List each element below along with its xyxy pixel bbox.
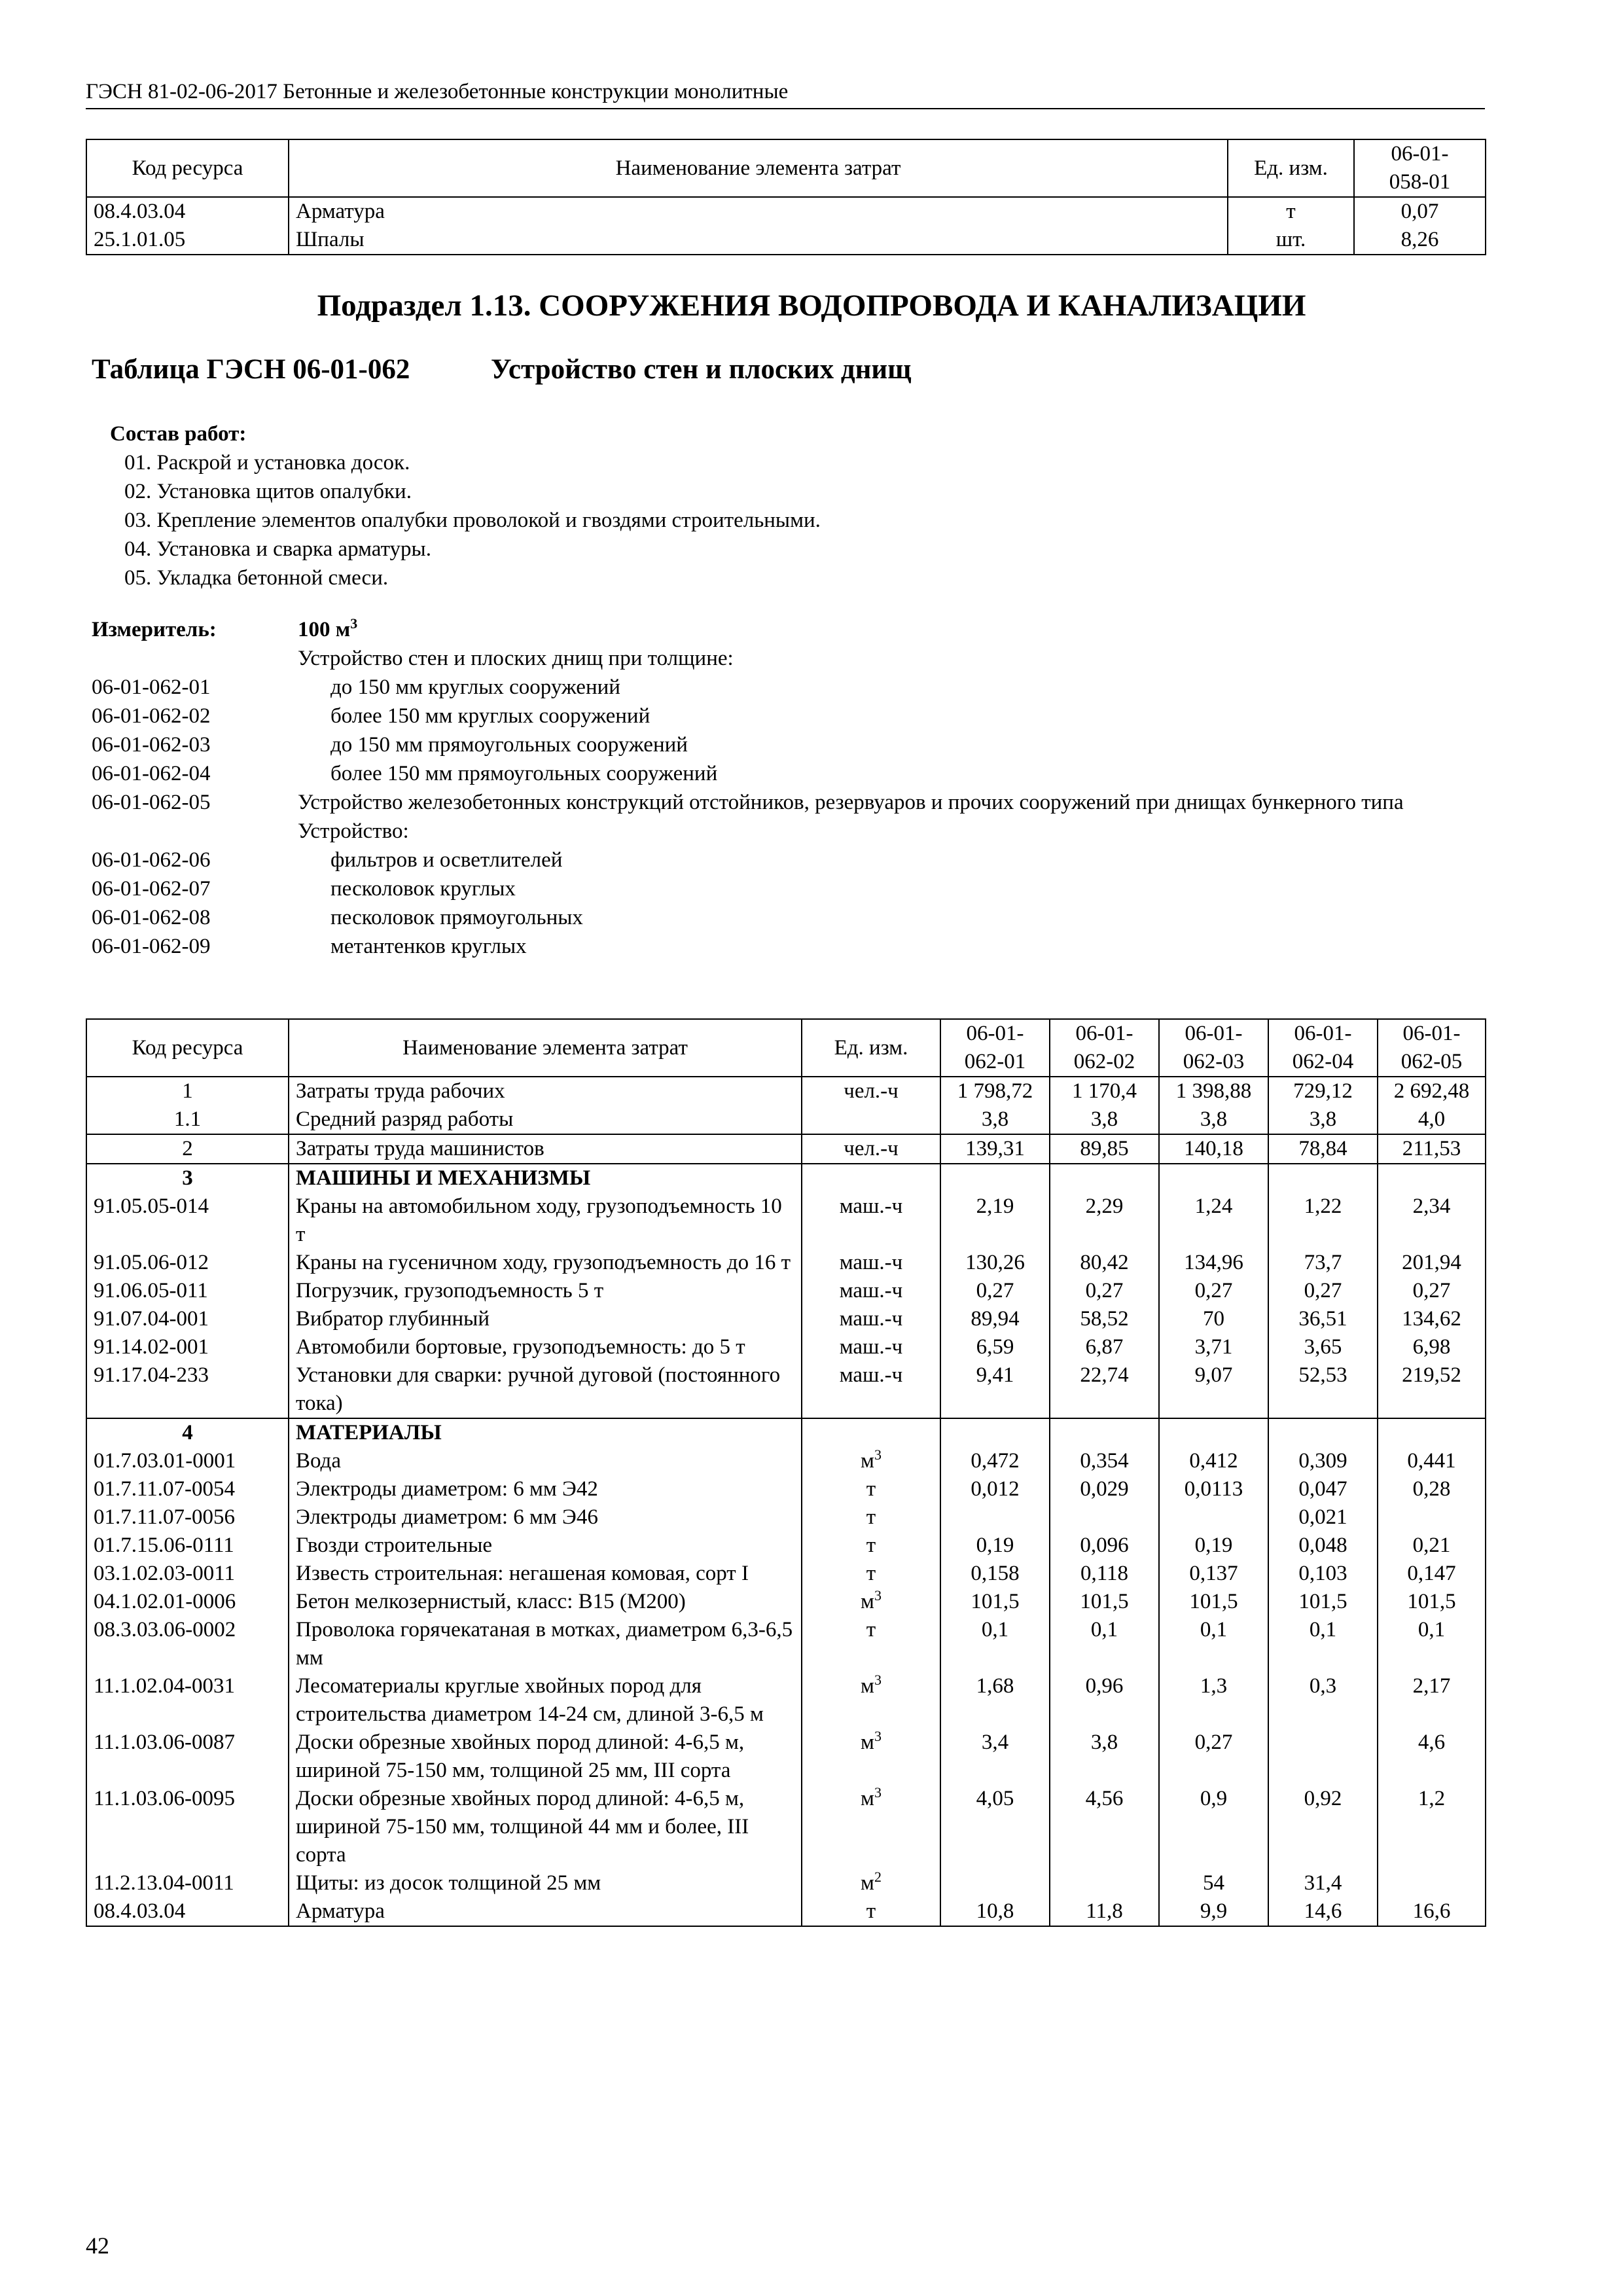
table-cell: чел.-ч (802, 1134, 940, 1164)
column-header: 06-01- 058-01 (1354, 139, 1486, 197)
table-cell: 10,8 (940, 1897, 1050, 1926)
table-cell (1050, 1164, 1159, 1193)
table-cell: 1,22 (1268, 1193, 1378, 1249)
table-cell: 3,8 (1159, 1105, 1268, 1134)
table-row (86, 1305, 1486, 1333)
table-cell: 11.1.02.04-0031 (86, 1672, 289, 1729)
table-cell: 134,62 (1378, 1305, 1486, 1333)
table-cell: 0,07 (1354, 197, 1486, 226)
table-cell: 0,27 (1268, 1277, 1378, 1305)
table-cell: чел.-ч (802, 1077, 940, 1105)
table-cell: Средний разряд работы (289, 1105, 802, 1134)
table-cell (1050, 1869, 1159, 1897)
table-cell: маш.-ч (802, 1333, 940, 1361)
table-row (86, 1503, 1486, 1532)
meter-text: Устройство: (298, 819, 409, 843)
table-cell: 6,98 (1378, 1333, 1486, 1361)
table-cell: 0,27 (1378, 1277, 1486, 1305)
table-cell: $м^3$ (802, 1672, 940, 1729)
table-cell: 9,9 (1159, 1897, 1268, 1926)
table-cell: 6,87 (1050, 1333, 1159, 1361)
table-cell: 73,7 (1268, 1249, 1378, 1277)
table-cell: 0,412 (1159, 1447, 1268, 1475)
table-cell: 4,0 (1378, 1105, 1486, 1134)
table-row (86, 1333, 1486, 1361)
table-cell: Автомобили бортовые, грузоподъемность: до 5 т (289, 1333, 802, 1361)
table-cell: 91.07.04-001 (86, 1305, 289, 1333)
table-cell (1159, 1164, 1268, 1193)
table-name: Устройство стен и плоских днищ (491, 354, 912, 385)
table-cell: Проволока горячекатаная в мотках, диаметром 6,3-6,5 мм (289, 1616, 802, 1672)
table-cell: 2 692,48 (1378, 1077, 1486, 1105)
column-header: Код ресурса (86, 139, 289, 197)
meter-value: 100 $м^3$ (298, 615, 358, 641)
table-cell (802, 1164, 940, 1193)
page-number: 42 (86, 2233, 109, 2259)
table-cell: 3,8 (1050, 1729, 1159, 1785)
table-row (86, 1134, 1486, 1164)
meter-text: метантенков круглых (330, 935, 527, 958)
table-cell: 130,26 (940, 1249, 1050, 1277)
table-cell: 134,96 (1159, 1249, 1268, 1277)
table-cell: 08.4.03.04 (86, 1897, 289, 1926)
table-cell: 0,9 (1159, 1785, 1268, 1869)
table-cell: 31,4 (1268, 1869, 1378, 1897)
table-cell: 0,048 (1268, 1532, 1378, 1560)
table-cell: т (802, 1503, 940, 1532)
table-row (86, 1869, 1486, 1897)
table-cell: 0,27 (1159, 1277, 1268, 1305)
table-cell: Затраты труда машинистов (289, 1134, 802, 1164)
table-cell: 01.7.03.01-0001 (86, 1447, 289, 1475)
meter-code: 06-01-062-06 (92, 848, 211, 872)
table-row (86, 1672, 1486, 1729)
table-cell: 3,71 (1159, 1333, 1268, 1361)
meter-line (92, 644, 1466, 673)
table-row (86, 1616, 1486, 1672)
table-row (86, 1897, 1486, 1926)
table-cell: 4,05 (940, 1785, 1050, 1869)
table-cell: 101,5 (940, 1588, 1050, 1616)
table-row (86, 226, 1486, 255)
table-cell: Известь строительная: негашеная комовая, сорт I (289, 1560, 802, 1588)
column-header: 06-01- 062-01 (940, 1019, 1050, 1077)
column-header: Наименование элемента затрат (289, 139, 1228, 197)
table-row (86, 1785, 1486, 1869)
table-cell: 2,34 (1378, 1193, 1486, 1249)
table-cell: маш.-ч (802, 1305, 940, 1333)
table-row (86, 1277, 1486, 1305)
table-cell: т (1228, 197, 1354, 226)
work-item: 03. Крепление элементов опалубки проволокой и гвоздями строительными. (124, 509, 821, 532)
table-cell: 0,047 (1268, 1475, 1378, 1503)
column-header: Код ресурса (86, 1019, 289, 1077)
table-cell (940, 1164, 1050, 1193)
table-cell: 0,3 (1268, 1672, 1378, 1729)
table-cell (940, 1503, 1050, 1532)
table-cell: 0,1 (940, 1616, 1050, 1672)
table-cell: 0,118 (1050, 1560, 1159, 1588)
meter-code: 06-01-062-09 (92, 935, 211, 958)
meter-line (92, 817, 1466, 846)
table-cell: 0,19 (1159, 1532, 1268, 1560)
table-cell (1268, 1418, 1378, 1447)
table-cell: 91.06.05-011 (86, 1277, 289, 1305)
meter-line (92, 702, 1466, 730)
main-resource-table (86, 1018, 1486, 1927)
table-cell: Погрузчик, грузоподъемность 5 т (289, 1277, 802, 1305)
table-cell: т (802, 1532, 940, 1560)
table-cell: $м^3$ (802, 1729, 940, 1785)
table-cell (1159, 1503, 1268, 1532)
table-cell: 80,42 (1050, 1249, 1159, 1277)
table-cell: Краны на гусеничном ходу, грузоподъемность до 16 т (289, 1249, 802, 1277)
table-cell: Установки для сварки: ручной дуговой (постоянного тока) (289, 1361, 802, 1418)
table-cell: 54 (1159, 1869, 1268, 1897)
table-cell: 1.1 (86, 1105, 289, 1134)
meter-code: 06-01-062-07 (92, 877, 211, 901)
table-cell: 1,68 (940, 1672, 1050, 1729)
running-header: ГЭСН 81-02-06-2017 Бетонные и железобетонные конструкции монолитные (86, 80, 789, 103)
meter-text: песколовок прямоугольных (330, 906, 583, 929)
table-cell: 0,0113 (1159, 1475, 1268, 1503)
meter-line (92, 846, 1466, 874)
table-cell: 0,137 (1159, 1560, 1268, 1588)
section-title: Подраздел 1.13. СООРУЖЕНИЯ ВОДОПРОВОДА И КАНАЛИЗАЦИИ (317, 289, 1306, 323)
table-cell: 25.1.01.05 (86, 226, 289, 255)
table-cell: 01.7.11.07-0054 (86, 1475, 289, 1503)
table-cell: 2 (86, 1134, 289, 1164)
table-row (86, 1532, 1486, 1560)
meter-text: до 150 мм прямоугольных сооружений (330, 733, 688, 757)
table-cell: 0,029 (1050, 1475, 1159, 1503)
table-cell: 0,354 (1050, 1447, 1159, 1475)
table-cell: шт. (1228, 226, 1354, 255)
table-cell: 11.2.13.04-0011 (86, 1869, 289, 1897)
table-cell: 01.7.11.07-0056 (86, 1503, 289, 1532)
meter-line (92, 673, 1466, 702)
table-cell: 3,4 (940, 1729, 1050, 1785)
table-cell: 9,41 (940, 1361, 1050, 1418)
top-resource-table (86, 139, 1486, 255)
table-cell: 0,27 (1159, 1729, 1268, 1785)
table-cell: 0,096 (1050, 1532, 1159, 1560)
table-cell: 11.1.03.06-0095 (86, 1785, 289, 1869)
table-cell: 0,472 (940, 1447, 1050, 1475)
table-cell: 0,1 (1268, 1616, 1378, 1672)
column-header: Ед. изм. (802, 1019, 940, 1077)
table-cell: 0,103 (1268, 1560, 1378, 1588)
table-cell: Вода (289, 1447, 802, 1475)
table-cell: 2,29 (1050, 1193, 1159, 1249)
table-cell: Доски обрезные хвойных пород длиной: 4-6,5 м, шириной 75-150 мм, толщиной 44 мм и более, III сорта (289, 1785, 802, 1869)
table-cell: 78,84 (1268, 1134, 1378, 1164)
table-cell: Краны на автомобильном ходу, грузоподъемность 10 т (289, 1193, 802, 1249)
meter-label: Измеритель: (92, 618, 217, 641)
table-cell: 91.05.05-014 (86, 1193, 289, 1249)
table-cell: 08.3.03.06-0002 (86, 1616, 289, 1672)
table-cell: 14,6 (1268, 1897, 1378, 1926)
table-row (86, 1447, 1486, 1475)
work-item: 04. Установка и сварка арматуры. (124, 537, 431, 561)
table-cell: 4 (86, 1418, 289, 1447)
work-item: 01. Раскрой и установка досок. (124, 451, 410, 475)
table-cell: 0,96 (1050, 1672, 1159, 1729)
table-cell: 52,53 (1268, 1361, 1378, 1418)
table-row (86, 1729, 1486, 1785)
table-cell: 91.17.04-233 (86, 1361, 289, 1418)
table-row (86, 1164, 1486, 1193)
table-cell: Гвозди строительные (289, 1532, 802, 1560)
table-cell: т (802, 1897, 940, 1926)
table-cell: Лесоматериалы круглые хвойных пород для строительства диаметром 14-24 см, длиной 3-6,5 м (289, 1672, 802, 1729)
table-cell: 2,19 (940, 1193, 1050, 1249)
table-cell: 1 (86, 1077, 289, 1105)
meter-block (92, 615, 1466, 961)
work-list (124, 448, 821, 592)
column-header: Наименование элемента затрат (289, 1019, 802, 1077)
table-cell: 36,51 (1268, 1305, 1378, 1333)
table-cell: маш.-ч (802, 1249, 940, 1277)
table-cell: Электроды диаметром: 6 мм Э46 (289, 1503, 802, 1532)
meter-text: Устройство стен и плоских днищ при толщине: (298, 647, 734, 670)
table-cell: 0,147 (1378, 1560, 1486, 1588)
table-cell: Арматура (289, 197, 1228, 226)
meter-code (92, 644, 298, 673)
table-cell: 6,59 (940, 1333, 1050, 1361)
meter-code (92, 817, 298, 846)
table-cell: $м^3$ (802, 1447, 940, 1475)
table-cell (1050, 1503, 1159, 1532)
meter-code: 06-01-062-08 (92, 906, 211, 929)
table-cell: 03.1.02.03-0011 (86, 1560, 289, 1588)
table-cell: 101,5 (1268, 1588, 1378, 1616)
table-cell: Электроды диаметром: 6 мм Э42 (289, 1475, 802, 1503)
table-cell: 3,8 (1268, 1105, 1378, 1134)
table-cell: $м^3$ (802, 1588, 940, 1616)
table-cell (802, 1105, 940, 1134)
meter-line (92, 788, 1466, 817)
table-cell (1159, 1418, 1268, 1447)
table-cell: 58,52 (1050, 1305, 1159, 1333)
column-header: Ед. изм. (1228, 139, 1354, 197)
table-cell: 1 798,72 (940, 1077, 1050, 1105)
table-cell: $м^2$ (802, 1869, 940, 1897)
table-cell: 140,18 (1159, 1134, 1268, 1164)
table-cell: 219,52 (1378, 1361, 1486, 1418)
meter-code: 06-01-062-03 (92, 733, 211, 757)
table-cell: маш.-ч (802, 1361, 940, 1418)
table-cell: 9,07 (1159, 1361, 1268, 1418)
table-cell: Щиты: из досок толщиной 25 мм (289, 1869, 802, 1897)
table-cell: 0,27 (1050, 1277, 1159, 1305)
table-cell (1268, 1729, 1378, 1785)
table-cell: 0,1 (1050, 1616, 1159, 1672)
meter-text: более 150 мм круглых сооружений (330, 704, 651, 728)
table-row (86, 1105, 1486, 1134)
table-cell: Шпалы (289, 226, 1228, 255)
table-cell (802, 1418, 940, 1447)
table-cell: 16,6 (1378, 1897, 1486, 1926)
table-cell: т (802, 1616, 940, 1672)
table-cell: т (802, 1560, 940, 1588)
table-cell: $м^3$ (802, 1785, 940, 1869)
table-cell: 0,1 (1159, 1616, 1268, 1672)
table-row (86, 1475, 1486, 1503)
table-cell: 91.05.06-012 (86, 1249, 289, 1277)
table-cell: 1,2 (1378, 1785, 1486, 1869)
meter-code: 06-01-062-05 (92, 791, 211, 814)
table-cell: 211,53 (1378, 1134, 1486, 1164)
work-item: 05. Укладка бетонной смеси. (124, 566, 389, 590)
meter-text: до 150 мм круглых сооружений (330, 675, 620, 699)
table-cell: 0,28 (1378, 1475, 1486, 1503)
meter-code: 06-01-062-01 (92, 675, 211, 699)
table-cell: 3 (86, 1164, 289, 1193)
table-cell (940, 1418, 1050, 1447)
table-cell: 1 398,88 (1159, 1077, 1268, 1105)
column-header: 06-01- 062-05 (1378, 1019, 1486, 1077)
meter-text: Устройство железобетонных конструкций отстойников, резервуаров и прочих сооружений при днищах бункерного типа (298, 791, 1404, 814)
table-cell (940, 1869, 1050, 1897)
table-cell (1268, 1164, 1378, 1193)
meter-text: песколовок круглых (330, 877, 516, 901)
meter-text: более 150 мм прямоугольных сооружений (330, 762, 718, 785)
column-header: 06-01- 062-03 (1159, 1019, 1268, 1077)
table-cell: Затраты труда рабочих (289, 1077, 802, 1105)
table-cell: 139,31 (940, 1134, 1050, 1164)
table-cell: 0,92 (1268, 1785, 1378, 1869)
table-cell: 3,65 (1268, 1333, 1378, 1361)
table-cell: 2,17 (1378, 1672, 1486, 1729)
work-item: 02. Установка щитов опалубки. (124, 480, 412, 503)
table-cell: 70 (1159, 1305, 1268, 1333)
table-row (86, 1249, 1486, 1277)
table-cell: 4,6 (1378, 1729, 1486, 1785)
table-cell: Доски обрезные хвойных пород длиной: 4-6,5 м, шириной 75-150 мм, толщиной 25 мм, III сорта (289, 1729, 802, 1785)
table-cell: 0,27 (940, 1277, 1050, 1305)
meter-line (92, 932, 1466, 961)
table-cell: 22,74 (1050, 1361, 1159, 1418)
table-cell: 89,94 (940, 1305, 1050, 1333)
table-cell: 0,021 (1268, 1503, 1378, 1532)
table-cell: 89,85 (1050, 1134, 1159, 1164)
table-cell: Арматура (289, 1897, 802, 1926)
table-cell: 1,3 (1159, 1672, 1268, 1729)
table-cell: 08.4.03.04 (86, 197, 289, 226)
table-row (86, 1418, 1486, 1447)
table-cell: 1 170,4 (1050, 1077, 1159, 1105)
table-cell: 0,441 (1378, 1447, 1486, 1475)
table-cell: 0,158 (940, 1560, 1050, 1588)
header-rule (86, 108, 1485, 109)
table-row (86, 1560, 1486, 1588)
table-cell: 101,5 (1050, 1588, 1159, 1616)
table-row (86, 1193, 1486, 1249)
meter-line (92, 874, 1466, 903)
table-cell: 0,012 (940, 1475, 1050, 1503)
table-cell: 0,309 (1268, 1447, 1378, 1475)
table-row (86, 197, 1486, 226)
table-cell: Бетон мелкозернистый, класс: В15 (М200) (289, 1588, 802, 1616)
table-cell: 729,12 (1268, 1077, 1378, 1105)
meter-text: фильтров и осветлителей (330, 848, 563, 872)
column-header: 06-01- 062-04 (1268, 1019, 1378, 1077)
column-header: 06-01- 062-02 (1050, 1019, 1159, 1077)
table-cell: 11.1.03.06-0087 (86, 1729, 289, 1785)
table-cell: 8,26 (1354, 226, 1486, 255)
table-cell: 11,8 (1050, 1897, 1159, 1926)
table-cell: 3,8 (1050, 1105, 1159, 1134)
table-cell (1378, 1164, 1486, 1193)
table-cell: МАШИНЫ И МЕХАНИЗМЫ (289, 1164, 802, 1193)
table-label: Таблица ГЭСН 06-01-062 (92, 354, 410, 385)
table-cell (1378, 1503, 1486, 1532)
table-cell: 91.14.02-001 (86, 1333, 289, 1361)
table-cell: 01.7.15.06-0111 (86, 1532, 289, 1560)
table-cell: 0,21 (1378, 1532, 1486, 1560)
table-row (86, 1077, 1486, 1105)
table-cell: 0,19 (940, 1532, 1050, 1560)
table-cell: 04.1.02.01-0006 (86, 1588, 289, 1616)
table-row (86, 1588, 1486, 1616)
table-cell: 1,24 (1159, 1193, 1268, 1249)
meter-line (92, 759, 1466, 788)
meter-line (92, 730, 1466, 759)
table-row (86, 1361, 1486, 1418)
table-cell: 201,94 (1378, 1249, 1486, 1277)
table-cell (1378, 1869, 1486, 1897)
table-cell: МАТЕРИАЛЫ (289, 1418, 802, 1447)
table-cell: 4,56 (1050, 1785, 1159, 1869)
table-cell: Вибратор глубинный (289, 1305, 802, 1333)
table-cell (1378, 1418, 1486, 1447)
table-cell (1050, 1418, 1159, 1447)
meter-code: 06-01-062-02 (92, 704, 211, 728)
table-cell: 3,8 (940, 1105, 1050, 1134)
meter-code: 06-01-062-04 (92, 762, 211, 785)
table-cell: маш.-ч (802, 1193, 940, 1249)
table-cell: 101,5 (1159, 1588, 1268, 1616)
work-heading: Состав работ: (110, 422, 247, 446)
table-cell: 0,1 (1378, 1616, 1486, 1672)
table-cell: т (802, 1475, 940, 1503)
table-cell: 101,5 (1378, 1588, 1486, 1616)
table-cell: маш.-ч (802, 1277, 940, 1305)
meter-line (92, 903, 1466, 932)
